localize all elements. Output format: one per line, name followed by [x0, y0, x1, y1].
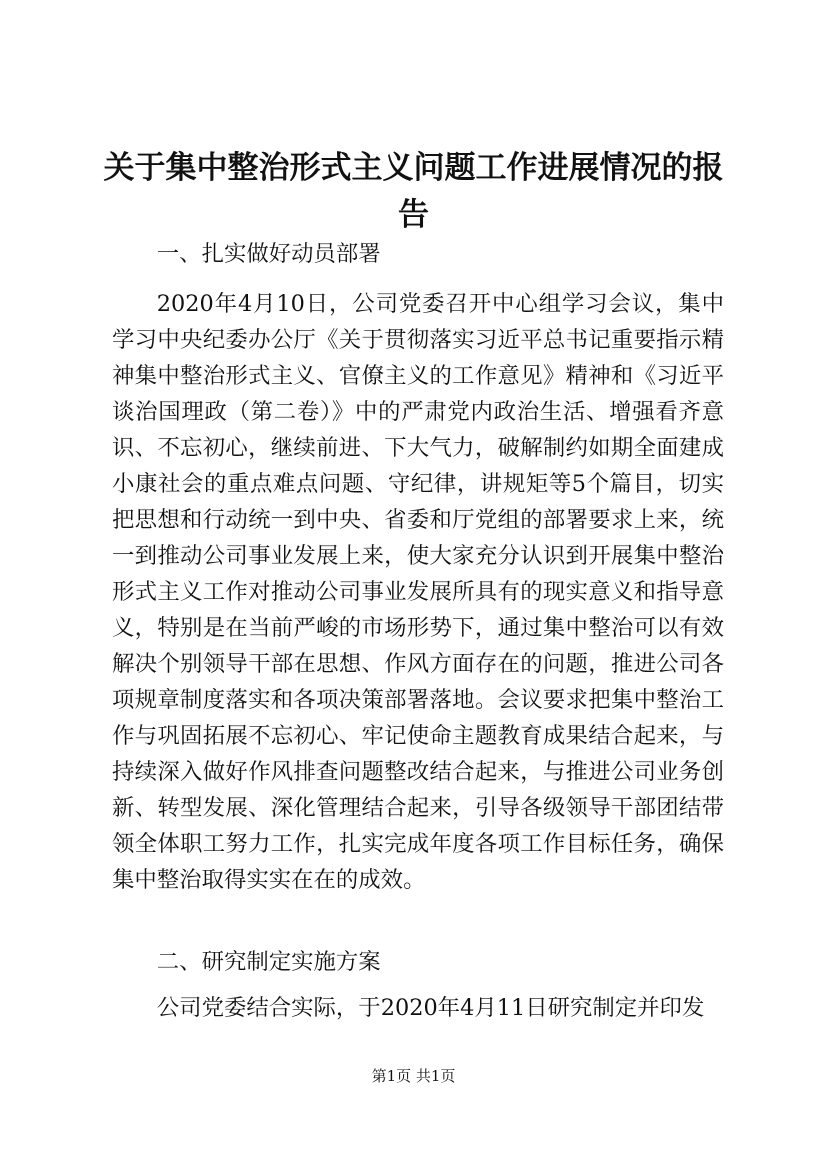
page-number-footer: 第1页 共1页 [371, 1067, 456, 1085]
section-paragraph-1: 2020年4月10日，公司党委召开中心组学习会议，集中学习中央纪委办公厅《关于贯彻落实习近平总书记重要指示精神集中整治形式主义、官僚主义的工作意见》精神和《习近平谈治国理政（第二卷）》中的严肃党内政治生活、增强看齐意识、不忘初心，继续前进、下大气力，破解制约如期全面建成小康社会的重点难点问题、守纪律，讲规矩等5个篇目，切实把思想和行动统一到中央、省委和厅党组的部署要求上来，统一到推动公司事业发展上来，使大家充分认识到开展集中整治形式主义工作对推动公司事业发展所具有的现实意义和指导意义，特别是在当前严峻的市场形势下，通过集中整治可以有效解决个别领导干部在思想、作风方面存在的问题，推进公司各项规章制度落实和各项决策部署落地。会议要求把集中整治工作与巩固拓展不忘初心、牢记使命主题教育成果结合起来，与持续深入做好作风排查问题整改结合起来，与推进公司业务创新、转型发展、深化管理结合起来，引导各级领导干部团结带领全体职工努力工作，扎实完成年度各项工作目标任务，确保集中整治取得实实在在的成效。 [112, 291, 724, 893]
document-title: 关于集中整治形式主义问题工作进展情况的报告 [103, 150, 724, 233]
section-paragraph-2: 公司党委结合实际，于2020年4月11日研究制定并印发 [156, 995, 705, 1021]
section-heading-2: 二、研究制定实施方案 [156, 949, 381, 975]
section-heading-1: 一、扎实做好动员部署 [156, 241, 381, 267]
